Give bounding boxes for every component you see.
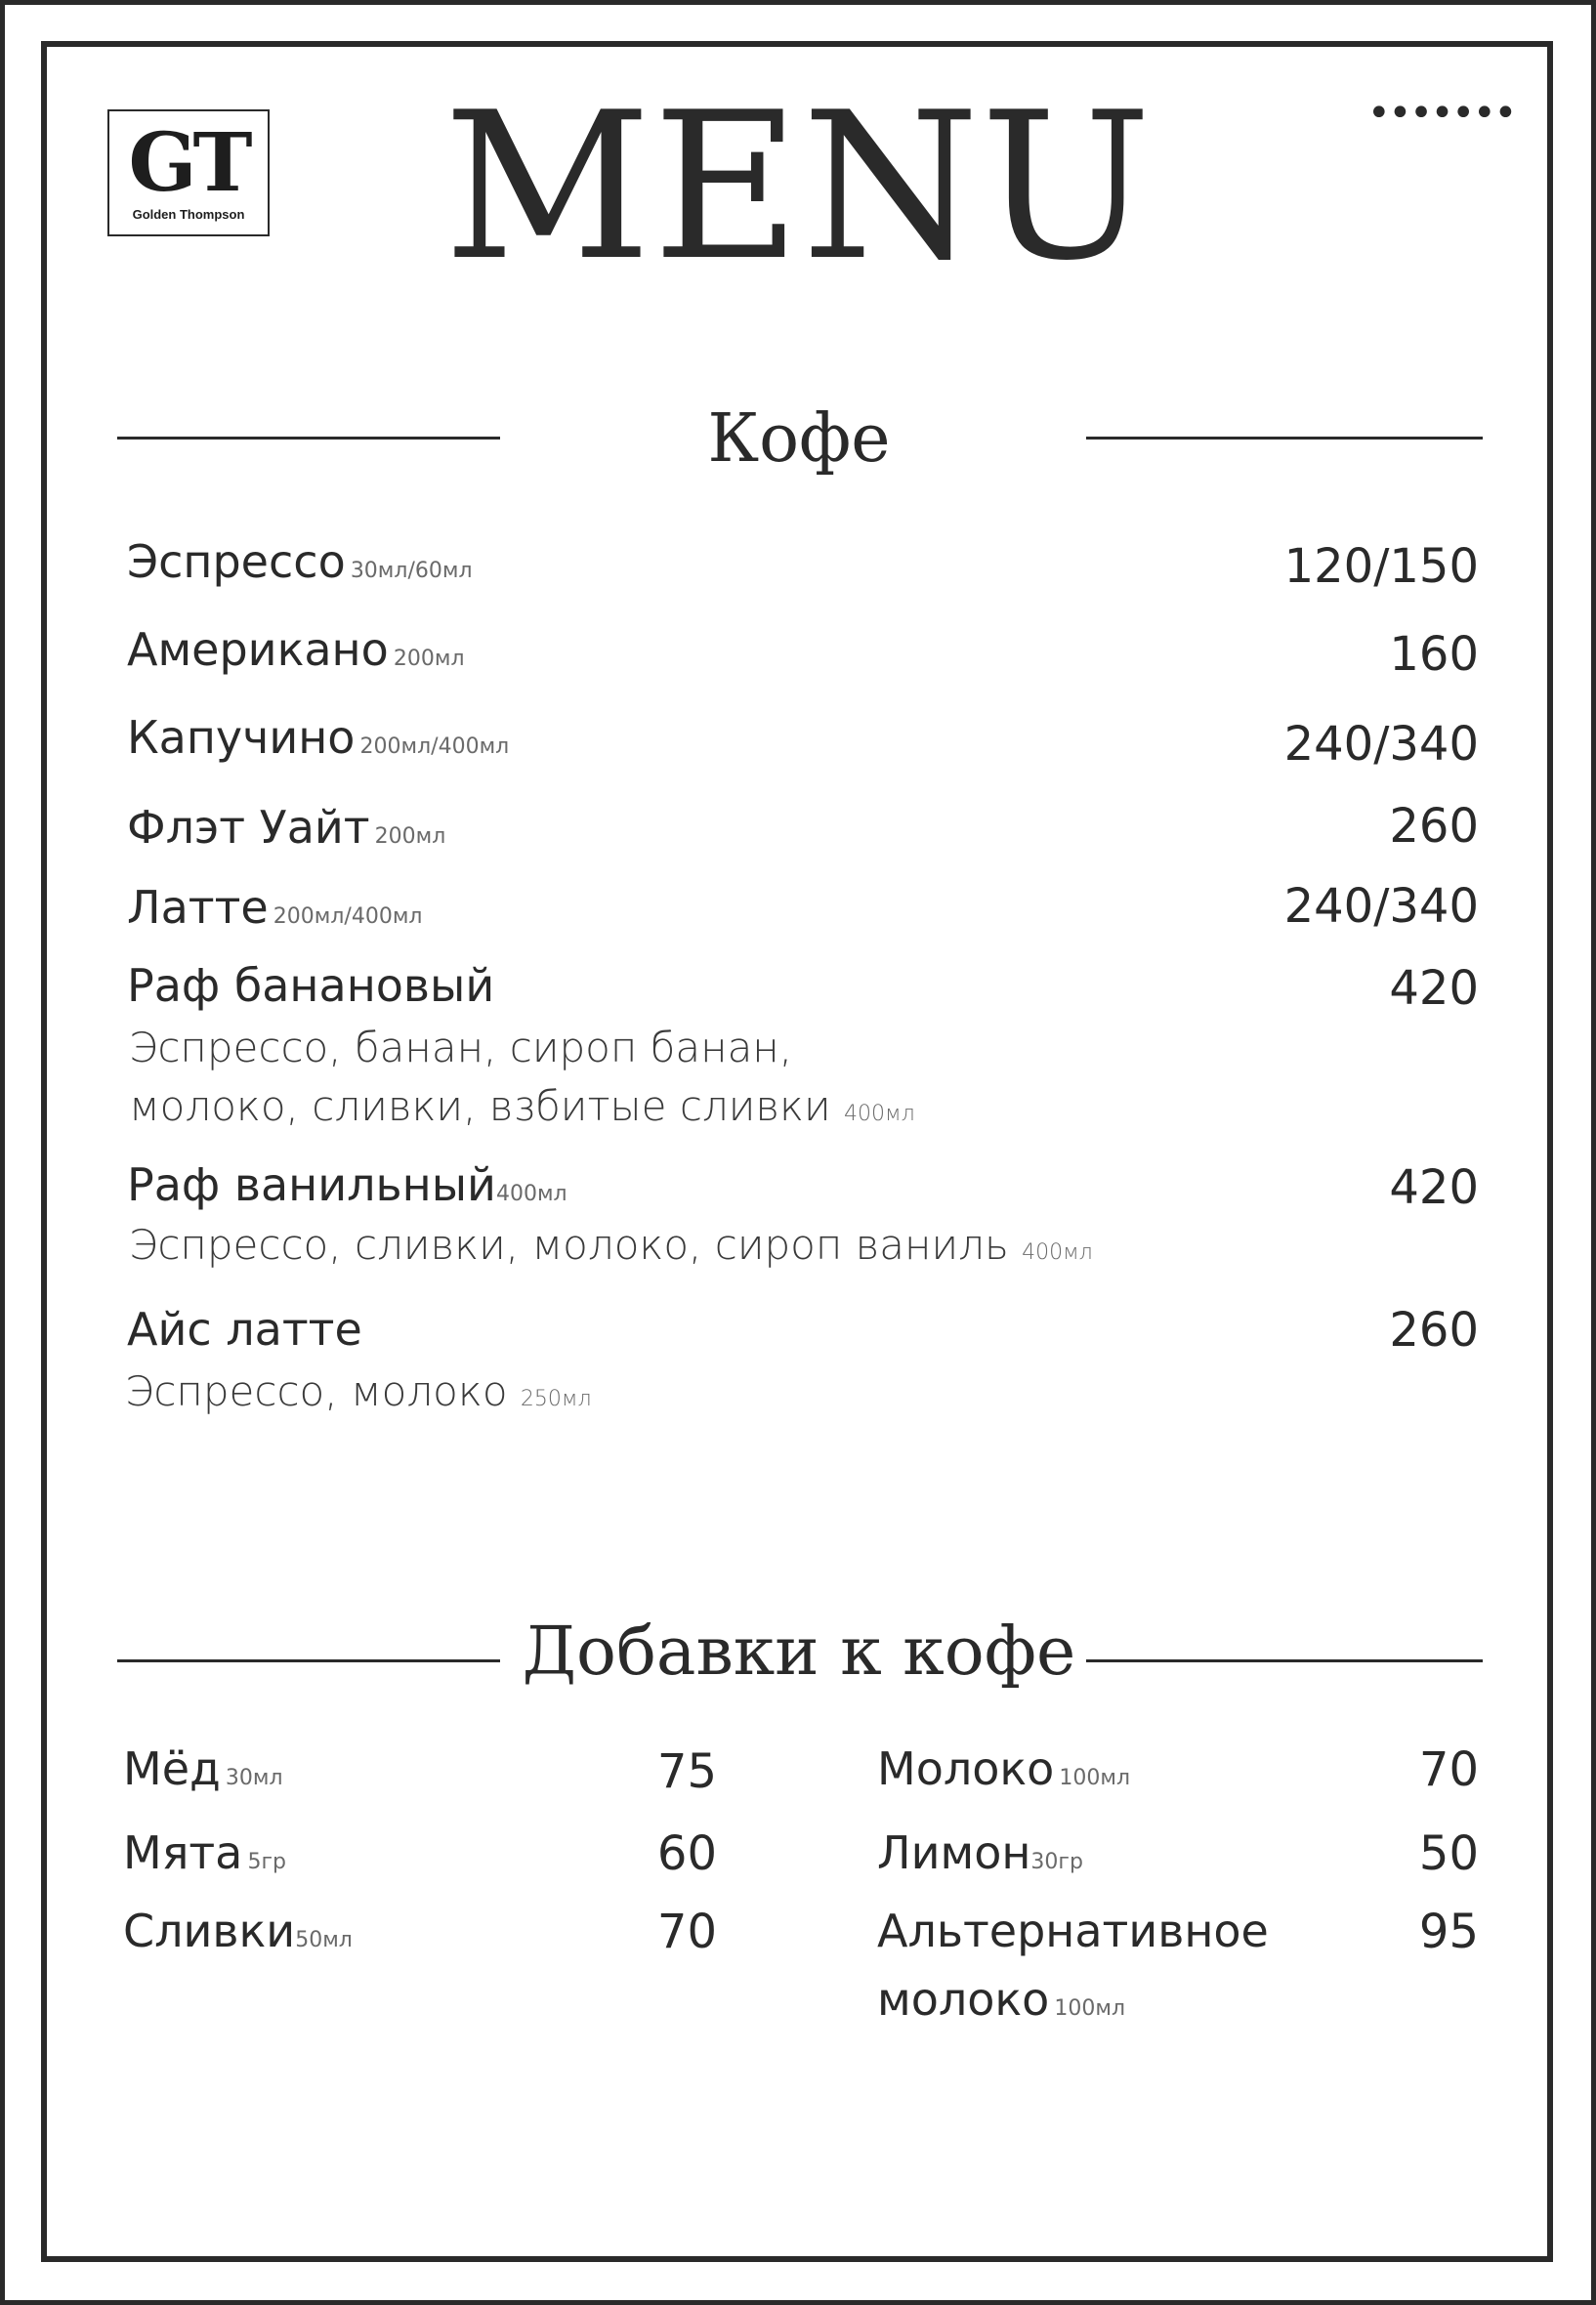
- item-price: 70: [1418, 1742, 1479, 1797]
- item-name: Раф ванильный: [127, 1158, 496, 1211]
- item-price: 240/340: [1283, 717, 1479, 772]
- item-volume: 30мл: [225, 1766, 283, 1790]
- item-volume: 200мл: [393, 647, 465, 671]
- section-divider-right: [1086, 1659, 1483, 1662]
- item-volume: 200мл/400мл: [273, 904, 423, 929]
- logo-name: Golden Thompson: [132, 207, 245, 222]
- addons-section-title: Добавки к кофе: [522, 1614, 1076, 1691]
- menu-item: [127, 1158, 567, 1211]
- page-title: MENU: [442, 69, 1154, 306]
- coffee-section-title: Кофе: [707, 400, 891, 478]
- item-name: Капучино: [127, 711, 356, 764]
- item-name: Раф банановый: [127, 959, 495, 1012]
- item-price: 120/150: [1283, 539, 1479, 594]
- item-volume: 400мл: [495, 1182, 567, 1206]
- item-price: 50: [1418, 1826, 1479, 1881]
- item-description: [129, 1221, 1093, 1269]
- addon-item: [123, 1742, 283, 1795]
- section-divider-left: [117, 437, 500, 440]
- item-price: 420: [1389, 961, 1479, 1016]
- item-volume: 100мл: [1059, 1766, 1131, 1790]
- item-price: 160: [1389, 627, 1479, 682]
- addon-item-continued: [877, 1973, 1125, 2026]
- item-volume: 100мл: [1054, 1996, 1126, 2021]
- item-volume: 200мл/400мл: [359, 734, 510, 759]
- logo-mark: GT: [128, 116, 249, 210]
- item-price: 95: [1418, 1905, 1479, 1959]
- item-name: Айс латте: [127, 1303, 362, 1356]
- item-volume: 30гр: [1030, 1850, 1083, 1874]
- item-name: Лимон: [877, 1826, 1031, 1879]
- addon-item: [877, 1905, 1269, 1957]
- menu-item: [127, 623, 465, 676]
- item-price: 260: [1389, 1303, 1479, 1358]
- item-description-text: Эспрессо, молоко: [125, 1367, 508, 1415]
- section-divider-left: [117, 1659, 500, 1662]
- item-volume: 400мл: [844, 1102, 915, 1126]
- item-description: [129, 1082, 915, 1130]
- item-name: Флэт Уайт: [127, 801, 370, 854]
- menu-item: [127, 711, 509, 764]
- item-price: 260: [1389, 799, 1479, 854]
- item-name: молоко: [877, 1973, 1050, 2026]
- item-description: [125, 1367, 592, 1415]
- menu-item: [127, 535, 473, 588]
- item-description-text: молоко, сливки, взбитые сливки: [129, 1082, 831, 1130]
- menu-item: [127, 801, 445, 854]
- addon-item: [123, 1826, 286, 1879]
- item-name: Молоко: [877, 1742, 1055, 1795]
- section-divider-right: [1086, 437, 1483, 440]
- item-description: Эспрессо, банан, сироп банан,: [129, 1024, 793, 1071]
- menu-item: [127, 881, 422, 934]
- item-volume: 5гр: [247, 1850, 286, 1874]
- logo: [107, 109, 270, 236]
- addon-item: [877, 1742, 1130, 1795]
- item-volume: 200мл: [374, 824, 446, 849]
- addon-item: [877, 1826, 1083, 1879]
- addon-item: [123, 1905, 353, 1957]
- item-price: 70: [656, 1905, 717, 1959]
- item-name: Альтернативное: [877, 1905, 1269, 1957]
- item-price: 420: [1389, 1160, 1479, 1215]
- menu-dots-icon[interactable]: •••••••: [1367, 91, 1516, 136]
- item-volume: 30мл/60мл: [350, 559, 473, 583]
- item-volume: 250мл: [520, 1387, 592, 1411]
- item-name: Эспрессо: [127, 535, 346, 588]
- item-price: 60: [656, 1826, 717, 1881]
- item-price: 75: [656, 1744, 717, 1799]
- item-name: Американо: [127, 623, 389, 676]
- item-name: Латте: [127, 881, 269, 934]
- item-name: Мёд: [123, 1742, 221, 1795]
- item-description-text: Эспрессо, сливки, молоко, сироп ваниль: [129, 1221, 1009, 1269]
- item-name: Мята: [123, 1826, 243, 1879]
- item-volume: 400мл: [1022, 1240, 1093, 1265]
- item-price: 240/340: [1283, 879, 1479, 934]
- menu-item: [127, 959, 494, 1012]
- item-name: Сливки: [123, 1905, 296, 1957]
- item-volume: 50мл: [295, 1928, 353, 1952]
- menu-item: [127, 1303, 362, 1356]
